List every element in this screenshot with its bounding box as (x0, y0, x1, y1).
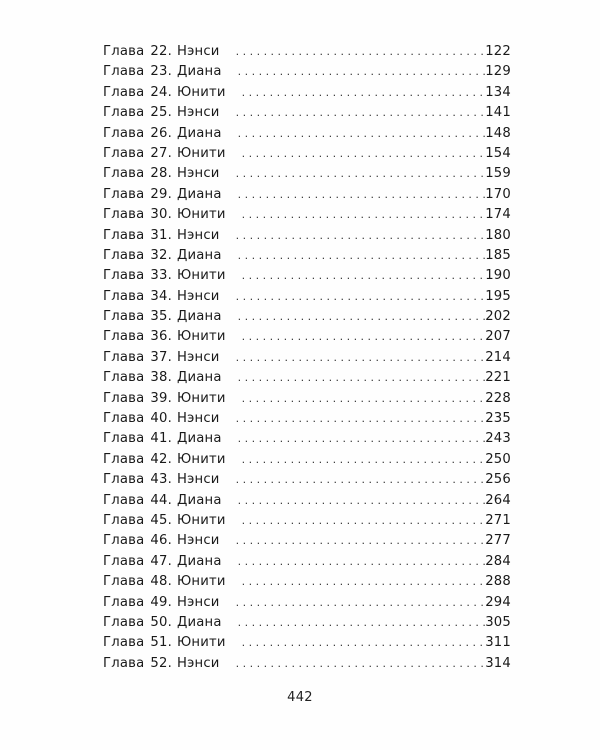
chapter-word: Глава (103, 533, 145, 549)
toc-entry (103, 185, 511, 205)
toc-entry (103, 368, 511, 388)
chapter-number: 26. (150, 125, 172, 141)
chapter-page-number: 271 (485, 512, 511, 528)
chapter-page-number: 277 (485, 533, 511, 549)
chapter-page-number: 129 (485, 64, 511, 80)
chapter-page-number: 235 (485, 411, 511, 427)
dot-leader (230, 511, 486, 531)
chapter-word: Глава (103, 166, 145, 182)
dot-leader (230, 266, 486, 286)
toc-entry (103, 633, 511, 653)
chapter-page-number: 159 (485, 166, 511, 182)
chapter-page-number: 256 (485, 472, 511, 488)
chapter-word: Глава (103, 125, 145, 141)
chapter-title: Юнити (176, 84, 226, 100)
toc-entry (103, 389, 511, 409)
chapter-page-number: 264 (485, 492, 511, 508)
chapter-title: Диана (176, 309, 222, 325)
chapter-page-number: 214 (485, 349, 511, 365)
chapter-number: 49. (150, 594, 172, 610)
chapter-title: Юнити (176, 145, 226, 161)
chapter-title: Юнити (176, 512, 226, 528)
chapter-number: 35. (150, 309, 172, 325)
table-of-contents (103, 42, 511, 674)
toc-entry (103, 470, 511, 490)
chapter-word: Глава (103, 635, 145, 651)
chapter-title: Диана (176, 247, 222, 263)
chapter-title: Диана (176, 370, 222, 386)
chapter-number: 46. (150, 533, 172, 549)
chapter-title: Юнити (176, 635, 226, 651)
chapter-number: 45. (150, 512, 172, 528)
chapter-page-number: 141 (485, 105, 511, 121)
chapter-title: Диана (176, 492, 222, 508)
chapter-page-number: 202 (485, 309, 511, 325)
chapter-page-number: 243 (485, 431, 511, 447)
chapter-page-number: 311 (485, 635, 511, 651)
chapter-number: 38. (150, 370, 172, 386)
dot-leader (226, 246, 486, 266)
chapter-word: Глава (103, 349, 145, 365)
dot-leader (226, 307, 486, 327)
chapter-page-number: 180 (485, 227, 511, 243)
dot-leader (230, 144, 486, 164)
chapter-title: Диана (176, 553, 222, 569)
chapter-title: Юнити (176, 207, 226, 223)
toc-entry (103, 103, 511, 123)
chapter-number: 48. (150, 574, 172, 590)
chapter-number: 36. (150, 329, 172, 345)
chapter-word: Глава (103, 105, 145, 121)
chapter-word: Глава (103, 574, 145, 590)
chapter-title: Диана (176, 125, 222, 141)
chapter-number: 51. (150, 635, 172, 651)
dot-leader (230, 450, 486, 470)
chapter-title: Диана (176, 614, 222, 630)
dot-leader (226, 613, 486, 633)
chapter-page-number: 190 (485, 268, 511, 284)
dot-leader (224, 348, 486, 368)
chapter-title: Юнити (176, 268, 226, 284)
chapter-word: Глава (103, 370, 145, 386)
chapter-word: Глава (103, 84, 145, 100)
chapter-title: Нэнси (176, 44, 220, 59)
toc-entry (103, 246, 511, 266)
chapter-page-number: 154 (485, 145, 511, 161)
chapter-title: Диана (176, 186, 222, 202)
chapter-word: Глава (103, 288, 145, 304)
chapter-word: Глава (103, 268, 145, 284)
chapter-word: Глава (103, 309, 145, 325)
dot-leader (224, 42, 486, 62)
toc-entry (103, 205, 511, 225)
chapter-page-number: 122 (485, 44, 511, 59)
chapter-number: 23. (150, 64, 172, 80)
dot-leader (230, 83, 486, 103)
chapter-title: Нэнси (176, 166, 220, 182)
dot-leader (230, 205, 486, 225)
chapter-number: 29. (150, 186, 172, 202)
toc-entry (103, 429, 511, 449)
chapter-page-number: 134 (485, 84, 511, 100)
chapter-title: Нэнси (176, 594, 220, 610)
chapter-title: Нэнси (176, 472, 220, 488)
chapter-number: 50. (150, 614, 172, 630)
chapter-page-number: 207 (485, 329, 511, 345)
chapter-word: Глава (103, 145, 145, 161)
chapter-word: Глава (103, 614, 145, 630)
chapter-number: 24. (150, 84, 172, 100)
chapter-word: Глава (103, 553, 145, 569)
chapter-title: Юнити (176, 390, 226, 406)
toc-entry (103, 348, 511, 368)
dot-leader (230, 389, 486, 409)
toc-entry (103, 409, 511, 429)
toc-entry (103, 613, 511, 633)
chapter-number: 47. (150, 553, 172, 569)
page-number: 442 (287, 690, 313, 705)
chapter-word: Глава (103, 411, 145, 427)
chapter-word: Глава (103, 186, 145, 202)
dot-leader (226, 124, 486, 144)
toc-entry (103, 144, 511, 164)
dot-leader (224, 531, 486, 551)
chapter-title: Нэнси (176, 349, 220, 365)
dot-leader (226, 429, 486, 449)
dot-leader (226, 491, 486, 511)
chapter-page-number: 305 (485, 614, 511, 630)
dot-leader (224, 409, 486, 429)
chapter-page-number: 170 (485, 186, 511, 202)
chapter-word: Глава (103, 329, 145, 345)
chapter-word: Глава (103, 655, 145, 671)
chapter-number: 28. (150, 166, 172, 182)
chapter-number: 22. (150, 44, 172, 59)
chapter-word: Глава (103, 472, 145, 488)
chapter-title: Диана (176, 431, 222, 447)
dot-leader (224, 287, 486, 307)
chapter-word: Глава (103, 594, 145, 610)
chapter-number: 39. (150, 390, 172, 406)
chapter-number: 25. (150, 105, 172, 121)
chapter-word: Глава (103, 207, 145, 223)
dot-leader (224, 470, 486, 490)
chapter-title: Нэнси (176, 288, 220, 304)
toc-entry (103, 62, 511, 82)
toc-entry (103, 572, 511, 592)
chapter-number: 42. (150, 451, 172, 467)
toc-entry (103, 287, 511, 307)
chapter-title: Юнити (176, 329, 226, 345)
chapter-word: Глава (103, 512, 145, 528)
chapter-page-number: 228 (485, 390, 511, 406)
chapter-page-number: 294 (485, 594, 511, 610)
dot-leader (224, 654, 486, 674)
dot-leader (226, 185, 486, 205)
toc-entry (103, 491, 511, 511)
chapter-number: 32. (150, 247, 172, 263)
toc-entry (103, 450, 511, 470)
chapter-number: 40. (150, 411, 172, 427)
chapter-number: 37. (150, 349, 172, 365)
chapter-word: Глава (103, 247, 145, 263)
dot-leader (226, 62, 486, 82)
dot-leader (226, 368, 486, 388)
chapter-page-number: 250 (485, 451, 511, 467)
chapter-title: Нэнси (176, 655, 220, 671)
chapter-word: Глава (103, 451, 145, 467)
chapter-number: 31. (150, 227, 172, 243)
chapter-number: 33. (150, 268, 172, 284)
chapter-page-number: 195 (485, 288, 511, 304)
chapter-page-number: 314 (485, 655, 511, 671)
chapter-title: Нэнси (176, 105, 220, 121)
toc-entry (103, 327, 511, 347)
chapter-title: Юнити (176, 451, 226, 467)
chapter-page-number: 185 (485, 247, 511, 263)
chapter-word: Глава (103, 492, 145, 508)
toc-entry (103, 531, 511, 551)
dot-leader (230, 633, 486, 653)
chapter-number: 43. (150, 472, 172, 488)
dot-leader (230, 327, 486, 347)
chapter-word: Глава (103, 390, 145, 406)
chapter-number: 34. (150, 288, 172, 304)
chapter-word: Глава (103, 64, 145, 80)
chapter-number: 44. (150, 492, 172, 508)
chapter-page-number: 221 (485, 370, 511, 386)
toc-entry (103, 511, 511, 531)
chapter-title: Диана (176, 64, 222, 80)
dot-leader (224, 226, 486, 246)
toc-entry (103, 654, 511, 674)
toc-entry (103, 307, 511, 327)
chapter-title: Нэнси (176, 227, 220, 243)
chapter-word: Глава (103, 44, 145, 59)
toc-entry (103, 266, 511, 286)
dot-leader (226, 552, 486, 572)
chapter-number: 27. (150, 145, 172, 161)
chapter-title: Нэнси (176, 411, 220, 427)
dot-leader (224, 103, 486, 123)
chapter-title: Юнити (176, 574, 226, 590)
chapter-page-number: 284 (485, 553, 511, 569)
chapter-number: 41. (150, 431, 172, 447)
toc-entry (103, 124, 511, 144)
chapter-number: 52. (150, 655, 172, 671)
chapter-word: Глава (103, 431, 145, 447)
dot-leader (224, 593, 486, 613)
toc-entry (103, 226, 511, 246)
chapter-page-number: 174 (485, 207, 511, 223)
toc-entry (103, 83, 511, 103)
toc-entry (103, 42, 511, 62)
chapter-number: 30. (150, 207, 172, 223)
dot-leader (224, 164, 486, 184)
chapter-page-number: 148 (485, 125, 511, 141)
toc-entry (103, 593, 511, 613)
chapter-title: Нэнси (176, 533, 220, 549)
toc-entry (103, 164, 511, 184)
toc-entry (103, 552, 511, 572)
chapter-page-number: 288 (485, 574, 511, 590)
dot-leader (230, 572, 486, 592)
chapter-word: Глава (103, 227, 145, 243)
